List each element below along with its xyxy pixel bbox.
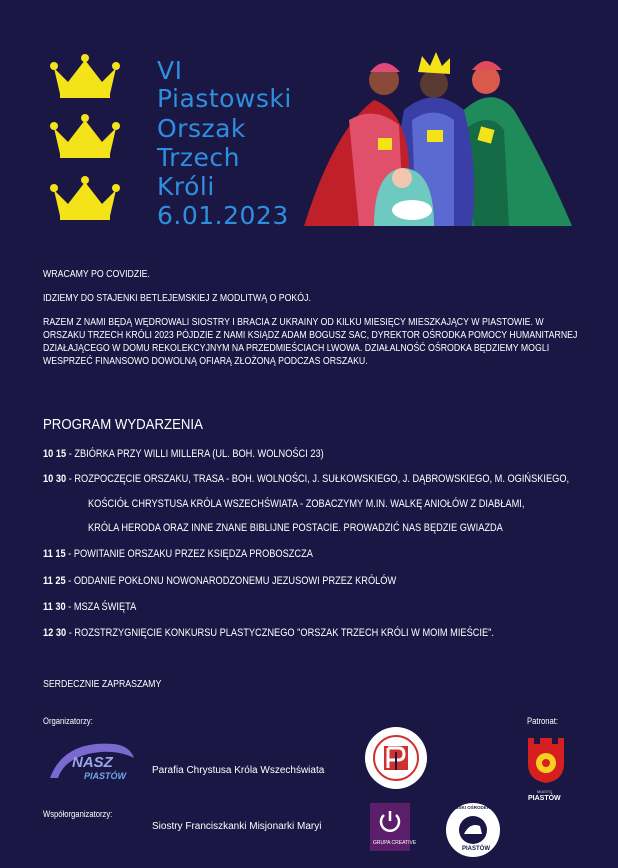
program-text: - POWITANIE ORSZAKU PRZEZ KSIĘDZA PROBOSZCZA — [65, 548, 313, 560]
program-title: PROGRAM WYDARZENIA — [43, 416, 203, 433]
title-line-3: Orszak — [157, 114, 246, 143]
program-time: 11 25 — [43, 575, 66, 587]
title-line-4: Trzech — [157, 143, 240, 172]
grupa-creative-text: GRUPA CREATIVE — [373, 840, 417, 846]
program-text: - ROZPOCZĘCIE ORSZAKU, TRASA - BOH. WOLNOŚCI, J. SUŁKOWSKIEGO, J. DĄBROWSKIEGO, M. OGIŃSKIEGO, — [66, 473, 570, 485]
patron-label: Patronat: — [527, 716, 559, 726]
program-time: 12 30 — [43, 627, 67, 639]
nasz-logo-text: NASZ — [72, 754, 113, 771]
co-organizers-label: Współorganizatorzy: — [43, 809, 113, 819]
program-item — [43, 448, 324, 460]
program-time: 11 15 — [43, 548, 66, 560]
program-item — [43, 601, 136, 613]
program-item — [43, 473, 569, 485]
program-time: 10 15 — [43, 448, 67, 460]
program-item-continuation: KRÓLA HERODA ORAZ INNE ZNANE BIBLIJNE POSTACIE. PROWADZIĆ NAS BĘDZIE GWIAZDA — [88, 522, 503, 534]
patron-small-text: MIASTO — [537, 789, 553, 794]
program-time: 10 30 — [43, 473, 67, 485]
intro-paragraph-1: WRACAMY PO COVIDZIE. — [43, 269, 150, 280]
program-text: - MSZA ŚWIĘTA — [65, 601, 137, 613]
title-date: 6.01.2023 — [157, 201, 289, 230]
organizers-label: Organizatorzy: — [43, 716, 93, 726]
sisters-name: Siostry Franciszkanki Misjonarki Maryi — [152, 821, 322, 832]
intro-paragraph-3: RAZEM Z NAMI BĘDĄ WĘDROWALI SIOSTRY I BRACIA Z UKRAINY OD KILKU MIESIĘCY MIESZKAJĄCY W PIASTOWIE. W ORSZAKU TRZECH KRÓLI 2023 PÓJDZIE Z NAMI KSIĄDZ ADAM BOGUSZ SAC, DYREKTOR OŚRODKA POMOCY HUMANITARNEJ DZIAŁAJĄCEGO W DOMU REKOLEKCYJNYM NA PRZEDMIEŚCIACH LWOWA. DZIAŁALNOŚĆ OŚRODKA BĘDZIEMY MOGLI WESPRZEĆ FINANSOWO DOWOLNĄ OFIARĄ ZŁOŻONĄ PODCZAS ORSZAKU. — [43, 317, 578, 367]
title-line-5: Króli — [157, 172, 215, 201]
program-item — [43, 627, 494, 639]
parish-name: Parafia Chrystusa Króla Wszechświata — [152, 765, 325, 776]
program-time: 11 30 — [43, 601, 66, 613]
parish-seal-logo — [364, 726, 428, 790]
crown-icon — [50, 174, 120, 222]
program-text: - ZBIÓRKA PRZY WILLI MILLERA (UL. BOH. WOLNOŚCI 23) — [66, 448, 324, 460]
grupa-creative-logo — [370, 803, 417, 851]
crown-icon — [50, 52, 120, 100]
title-line-1: VI — [157, 56, 183, 85]
program-text: - ROZSTRZYGNIĘCIE KONKURSU PLASTYCZNEGO "ORSZAK TRZECH KRÓLI W MOIM MIEŚCIE". — [66, 627, 495, 639]
mok-bottom-text: PIASTÓW — [462, 846, 490, 852]
crown-icon — [50, 112, 120, 160]
title-line-2: Piastowski — [157, 84, 292, 113]
mok-top-text: MIEJSKI OŚRODEK KULTURY — [448, 805, 513, 810]
three-kings-illustration — [304, 50, 574, 226]
program-text: - ODDANIE POKŁONU NOWONARODZONEMU JEZUSOWI PRZEZ KRÓLÓW — [65, 575, 397, 587]
power-icon — [370, 803, 410, 839]
patron-city-text: PIASTÓW — [528, 795, 561, 802]
piastow-logo-text: PIASTÓW — [84, 771, 126, 781]
intro-paragraph-2: IDZIEMY DO STAJENKI BETLEJEMSKIEJ Z MODLITWĄ O POKÓJ. — [43, 293, 311, 304]
closing-text: SERDECZNIE ZAPRASZAMY — [43, 679, 162, 690]
program-item — [43, 575, 396, 587]
program-item-continuation: KOŚCIÓŁ CHRYSTUSA KRÓLA WSZECHŚWIATA - ZOBACZYMY M.IN. WALKĘ ANIOŁÓW Z DIABŁAMI, — [88, 498, 525, 510]
program-item — [43, 548, 313, 560]
piastow-coat-of-arms-icon — [526, 736, 566, 784]
